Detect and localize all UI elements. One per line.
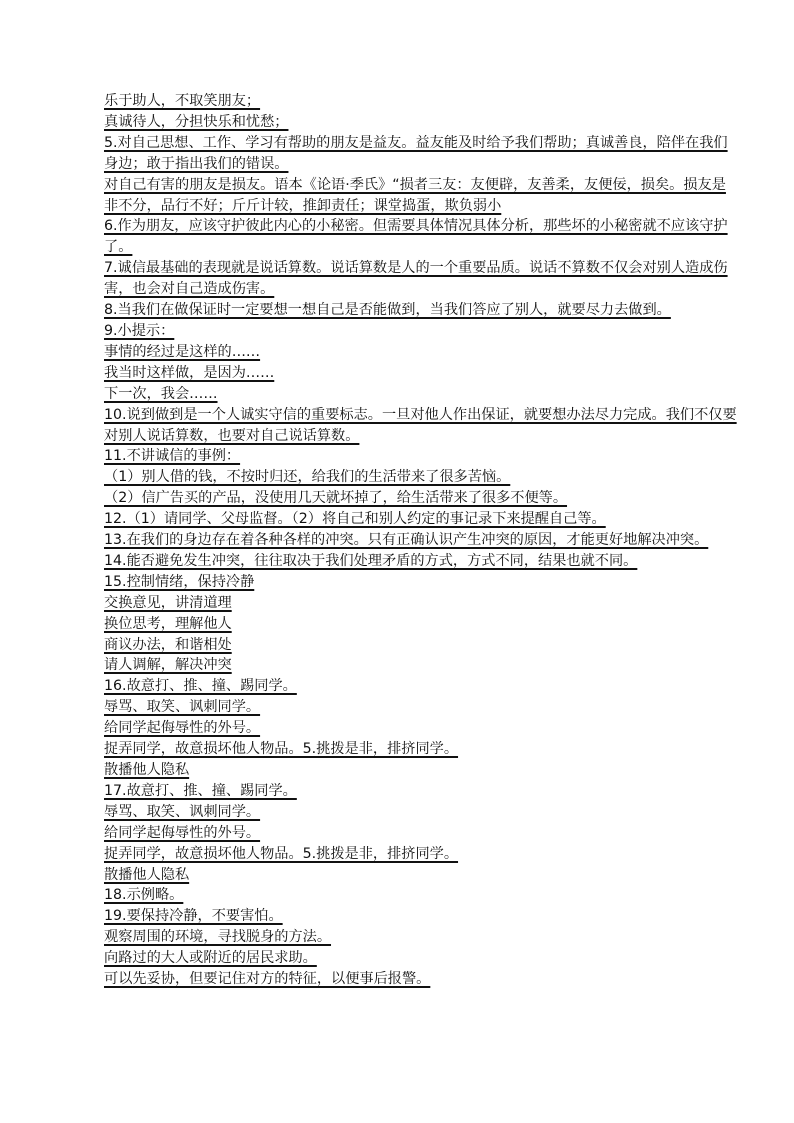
text-line: 给同学起侮辱性的外号。	[104, 824, 261, 841]
text-line: 向路过的大人或附近的居民求助。	[104, 950, 317, 967]
text-line: 捉弄同学，故意损坏他人物品。5.挑拨是非，排挤同学。	[104, 741, 459, 758]
text-line: 辱骂、取笑、讽刺同学。	[104, 699, 261, 716]
text-line: 商议办法，和谐相处	[104, 636, 232, 653]
item-7-paragraph: 7.诚信最基础的表现就是说话算数。说话算数是人的一个重要品质。说话不算数不仅会对别人造成伤害，也会对自己造成伤害。	[104, 260, 728, 298]
item-9-heading: 9.小提示：	[104, 322, 175, 339]
item-19-heading: 19.要保持冷静，不要害怕。	[104, 908, 283, 925]
text-line: 观察周围的环境，寻找脱身的方法。	[104, 929, 332, 946]
text-line: （2）信广告买的产品，没使用几天就坏掉了，给生活带来了很多不便等。	[104, 490, 568, 507]
item-11-heading: 11.不讲诚信的事例：	[104, 448, 241, 465]
item-8-paragraph: 8.当我们在做保证时一定要想一想自己是否能做到，当我们答应了别人，就要尽力去做到。	[104, 302, 671, 319]
text-line: 真诚待人，分担快乐和忧愁；	[104, 113, 289, 130]
text-line: 我当时这样做，是因为……	[104, 364, 275, 381]
text-line: 事情的经过是这样的……	[104, 343, 261, 360]
item-10-paragraph: 10.说到做到是一个人诚实守信的重要标志。一旦对他人作出保证，就要想办法尽力完成。我们不仅要对别人说话算数，也要对自己说话算数。	[104, 406, 737, 444]
text-line: 捉弄同学，故意损坏他人物品。5.挑拨是非，排挤同学。	[104, 845, 459, 862]
text-line: 散播他人隐私	[104, 762, 190, 778]
text-line: 散播他人隐私	[104, 866, 190, 883]
item-6-paragraph: 6.作为朋友，应该守护彼此内心的小秘密。但需要具体情况具体分析，那些坏的小秘密就不应该守护了。	[104, 218, 728, 256]
text-line: 给同学起侮辱性的外号。	[104, 720, 261, 737]
text-line: 可以先妥协，但要记住对方的特征，以便事后报警。	[104, 971, 431, 988]
item-12-paragraph: 12.（1）请同学、父母监督。（2）将自己和别人约定的事记录下来提醒自己等。	[104, 511, 606, 528]
text-line: 下一次，我会……	[104, 385, 218, 402]
text-line: 交换意见，讲清道理	[104, 594, 232, 611]
harmful-friend-paragraph: 对自己有害的朋友是损友。语本《论语·季氏》“损者三友：友便辟，友善柔，友便佞，损矣。损友是非不分，品行不好；斤斤计较，推卸责任；课堂捣蛋，欺负弱小	[104, 176, 726, 214]
text-line: 乐于助人，不取笑朋友；	[104, 93, 261, 109]
item-16-heading: 16.故意打、推、撞、踢同学。	[104, 678, 297, 695]
item-17-heading: 17.故意打、推、撞、踢同学。	[104, 782, 297, 799]
item-14-paragraph: 14.能否避免发生冲突，往往取决于我们处理矛盾的方式，方式不同，结果也就不同。	[104, 552, 638, 569]
text-line: 换位思考，理解他人	[104, 615, 232, 632]
text-line: 辱骂、取笑、讽刺同学。	[104, 803, 261, 820]
item-13-paragraph: 13.在我们的身边存在着各种各样的冲突。只有正确认识产生冲突的原因，才能更好地解决冲突。	[104, 532, 709, 549]
item-5-paragraph: 5.对自己思想、工作、学习有帮助的朋友是益友。益友能及时给予我们帮助；真诚善良，陪伴在我们身边；敢于指出我们的错误。	[104, 134, 728, 172]
item-18-line: 18.示例略。	[104, 887, 184, 904]
text-line: （1）别人借的钱，不按时归还，给我们的生活带来了很多苦恼。	[104, 469, 511, 486]
item-15-heading: 15.控制情绪，保持冷静	[104, 573, 255, 590]
text-line: 请人调解，解决冲突	[104, 657, 232, 674]
